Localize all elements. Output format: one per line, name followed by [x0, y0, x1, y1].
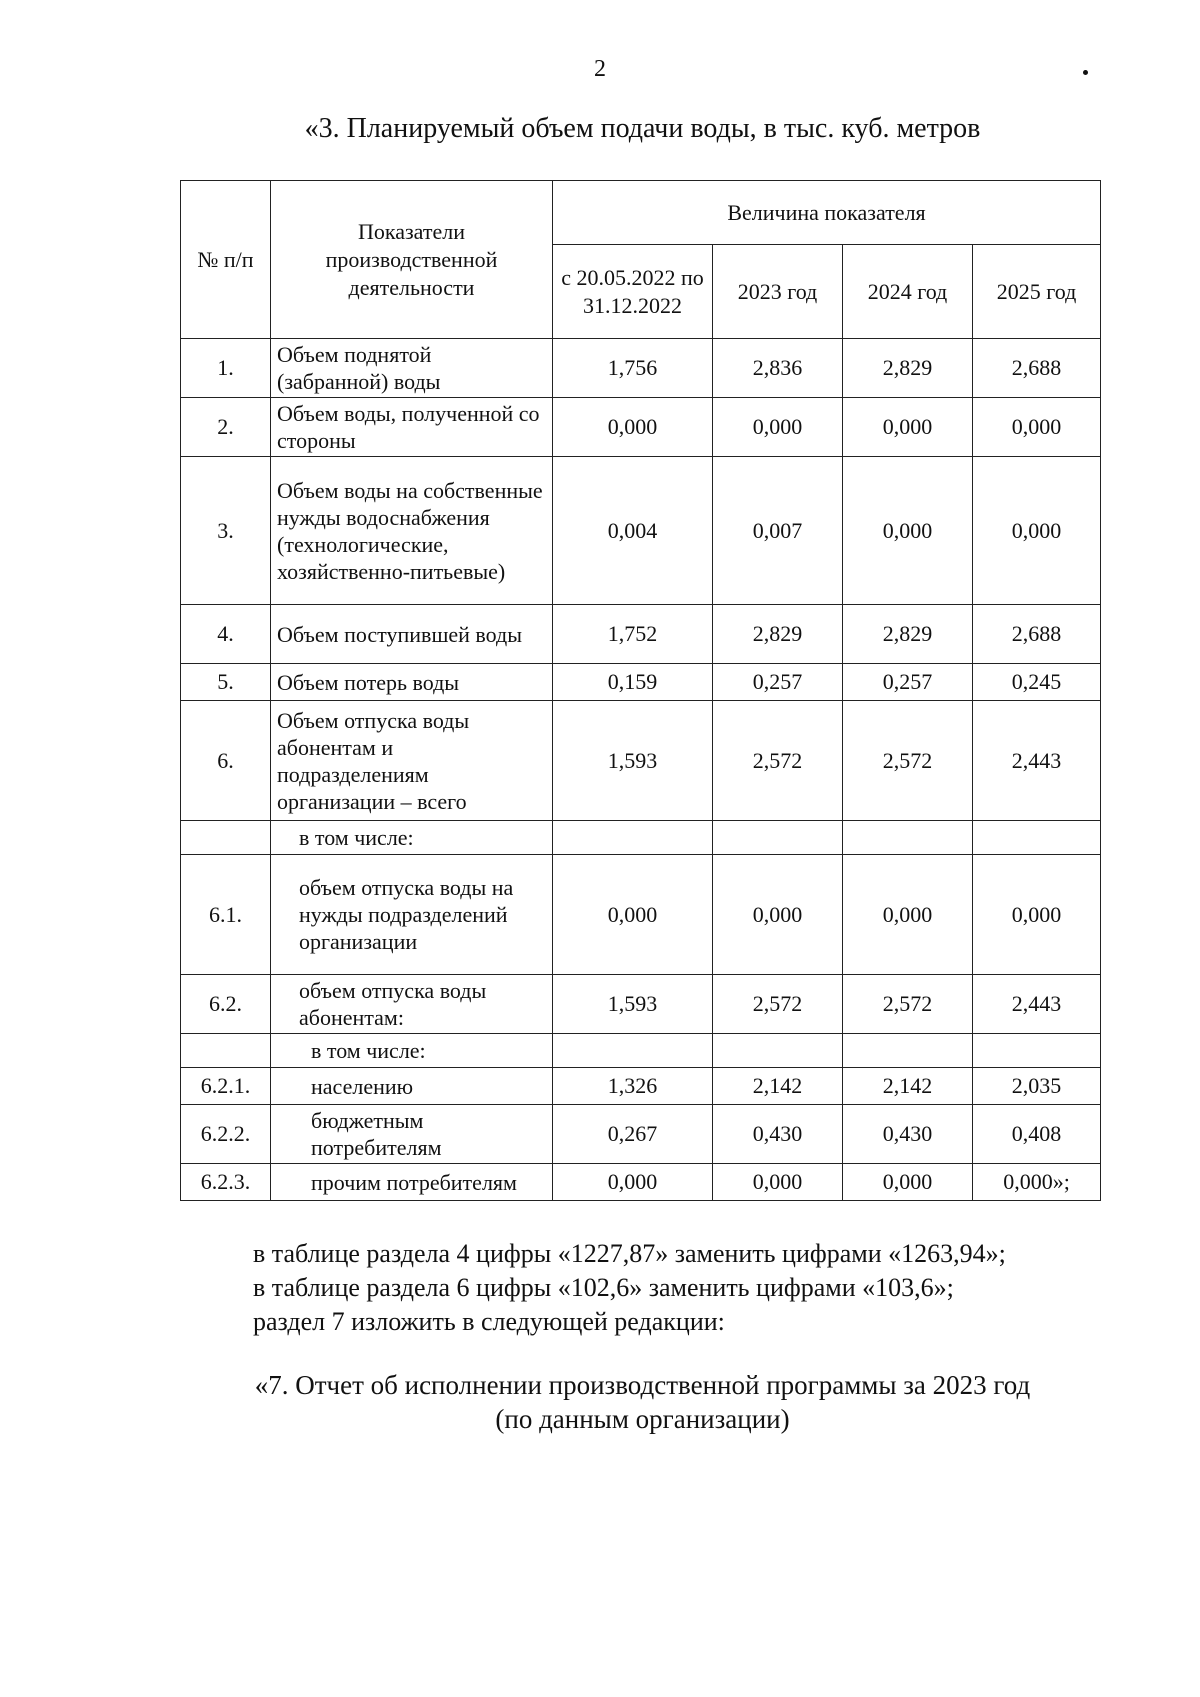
row-number: 5.	[181, 664, 271, 701]
row-value: 2,572	[843, 975, 973, 1034]
row-value: 0,159	[553, 664, 713, 701]
table-row	[181, 339, 1101, 398]
row-indicator: объем отпуска воды на нужды подразделений организации	[271, 855, 553, 975]
row-value	[843, 821, 973, 855]
row-value: 1,756	[553, 339, 713, 398]
table-row	[181, 1034, 1101, 1068]
row-number: 6.	[181, 701, 271, 821]
row-value: 0,000	[973, 398, 1101, 457]
row-value: 0,004	[553, 457, 713, 605]
row-value	[973, 1034, 1101, 1068]
row-indicator: в том числе:	[271, 821, 553, 855]
row-number: 6.2.3.	[181, 1164, 271, 1201]
row-value: 2,572	[713, 701, 843, 821]
column-header-period: 2024 год	[843, 245, 973, 339]
row-value: 2,035	[973, 1068, 1101, 1105]
row-number: 6.2.2.	[181, 1105, 271, 1164]
next-section-heading	[0, 1368, 1200, 1436]
row-number: 6.2.	[181, 975, 271, 1034]
row-value: 0,000	[713, 1164, 843, 1201]
row-number: 2.	[181, 398, 271, 457]
table-row	[181, 398, 1101, 457]
amendment-line: в таблице раздела 4 цифры «1227,87» заменить цифрами «1263,94»;	[253, 1239, 1006, 1268]
table-row	[181, 664, 1101, 701]
table-row	[181, 1068, 1101, 1105]
row-value: 0,000	[553, 855, 713, 975]
column-group-header: Величина показателя	[553, 181, 1101, 245]
amendments-block	[253, 1237, 1006, 1339]
amendment-line: раздел 7 изложить в следующей редакции:	[253, 1307, 725, 1336]
page-number: 2	[594, 56, 606, 82]
row-value: 2,829	[843, 605, 973, 664]
row-value: 0,000	[843, 457, 973, 605]
row-indicator: Объем поступившей воды	[271, 605, 553, 664]
row-value: 2,572	[843, 701, 973, 821]
row-value: 0,000	[973, 457, 1101, 605]
row-value: 2,829	[713, 605, 843, 664]
row-indicator: Объем отпуска воды абонентам и подразделениям организации – всего	[271, 701, 553, 821]
table-row	[181, 605, 1101, 664]
row-value: 0,000»;	[973, 1164, 1101, 1201]
scan-speck	[1083, 70, 1088, 75]
row-value: 2,829	[843, 339, 973, 398]
row-value: 0,000	[553, 1164, 713, 1201]
row-value: 2,688	[973, 339, 1101, 398]
next-section-subtitle: (по данным организации)	[495, 1404, 790, 1434]
row-value: 0,257	[713, 664, 843, 701]
amendment-line: в таблице раздела 6 цифры «102,6» заменить цифрами «103,6»;	[253, 1273, 954, 1302]
row-value: 2,142	[713, 1068, 843, 1105]
table-row	[181, 975, 1101, 1034]
row-number: 6.1.	[181, 855, 271, 975]
row-value: 0,000	[713, 398, 843, 457]
column-header-period: 2023 год	[713, 245, 843, 339]
row-value	[553, 821, 713, 855]
row-value: 2,688	[973, 605, 1101, 664]
table-row	[181, 701, 1101, 821]
row-value: 1,326	[553, 1068, 713, 1105]
water-supply-table	[180, 180, 1101, 1201]
row-number: 1.	[181, 339, 271, 398]
column-header-number: № п/п	[181, 181, 271, 339]
row-indicator: населению	[271, 1068, 553, 1105]
column-header-period: 2025 год	[973, 245, 1101, 339]
row-value	[973, 821, 1101, 855]
row-indicator: Объем потерь воды	[271, 664, 553, 701]
row-value	[843, 1034, 973, 1068]
row-value: 2,443	[973, 975, 1101, 1034]
row-value: 1,752	[553, 605, 713, 664]
row-value: 2,572	[713, 975, 843, 1034]
row-number: 3.	[181, 457, 271, 605]
row-value: 0,430	[843, 1105, 973, 1164]
row-value: 0,000	[843, 398, 973, 457]
row-value: 0,000	[973, 855, 1101, 975]
row-value: 1,593	[553, 701, 713, 821]
row-value: 0,267	[553, 1105, 713, 1164]
row-value: 0,000	[713, 855, 843, 975]
table-row	[181, 821, 1101, 855]
section-title: «3. Планируемый объем подачи воды, в тыс. куб. метров	[304, 113, 981, 144]
row-value	[713, 821, 843, 855]
row-value	[553, 1034, 713, 1068]
row-indicator: Объем воды на собственные нужды водоснабжения (технологические, хозяйственно-питьевые)	[271, 457, 553, 605]
row-number	[181, 821, 271, 855]
row-value: 0,000	[553, 398, 713, 457]
next-section-title: «7. Отчет об исполнении производственной программы за 2023 год	[254, 1370, 1031, 1400]
table-row	[181, 1164, 1101, 1201]
row-value: 2,443	[973, 701, 1101, 821]
row-value: 2,142	[843, 1068, 973, 1105]
row-indicator: объем отпуска воды абонентам:	[271, 975, 553, 1034]
table-row	[181, 457, 1101, 605]
column-header-period: с 20.05.2022 по 31.12.2022	[553, 245, 713, 339]
row-indicator: прочим потребителям	[271, 1164, 553, 1201]
row-number	[181, 1034, 271, 1068]
row-indicator: Объем поднятой (забранной) воды	[271, 339, 553, 398]
row-value	[713, 1034, 843, 1068]
row-value: 1,593	[553, 975, 713, 1034]
table-row	[181, 1105, 1101, 1164]
row-value: 0,245	[973, 664, 1101, 701]
row-value: 2,836	[713, 339, 843, 398]
column-header-indicator: Показатели производственной деятельности	[271, 181, 553, 339]
row-value: 0,430	[713, 1105, 843, 1164]
row-value: 0,408	[973, 1105, 1101, 1164]
row-value: 0,000	[843, 855, 973, 975]
row-indicator: в том числе:	[271, 1034, 553, 1068]
row-value: 0,000	[843, 1164, 973, 1201]
row-number: 6.2.1.	[181, 1068, 271, 1105]
row-value: 0,257	[843, 664, 973, 701]
row-number: 4.	[181, 605, 271, 664]
row-indicator: Объем воды, полученной со стороны	[271, 398, 553, 457]
row-indicator: бюджетным потребителям	[271, 1105, 553, 1164]
table-row	[181, 855, 1101, 975]
row-value: 0,007	[713, 457, 843, 605]
